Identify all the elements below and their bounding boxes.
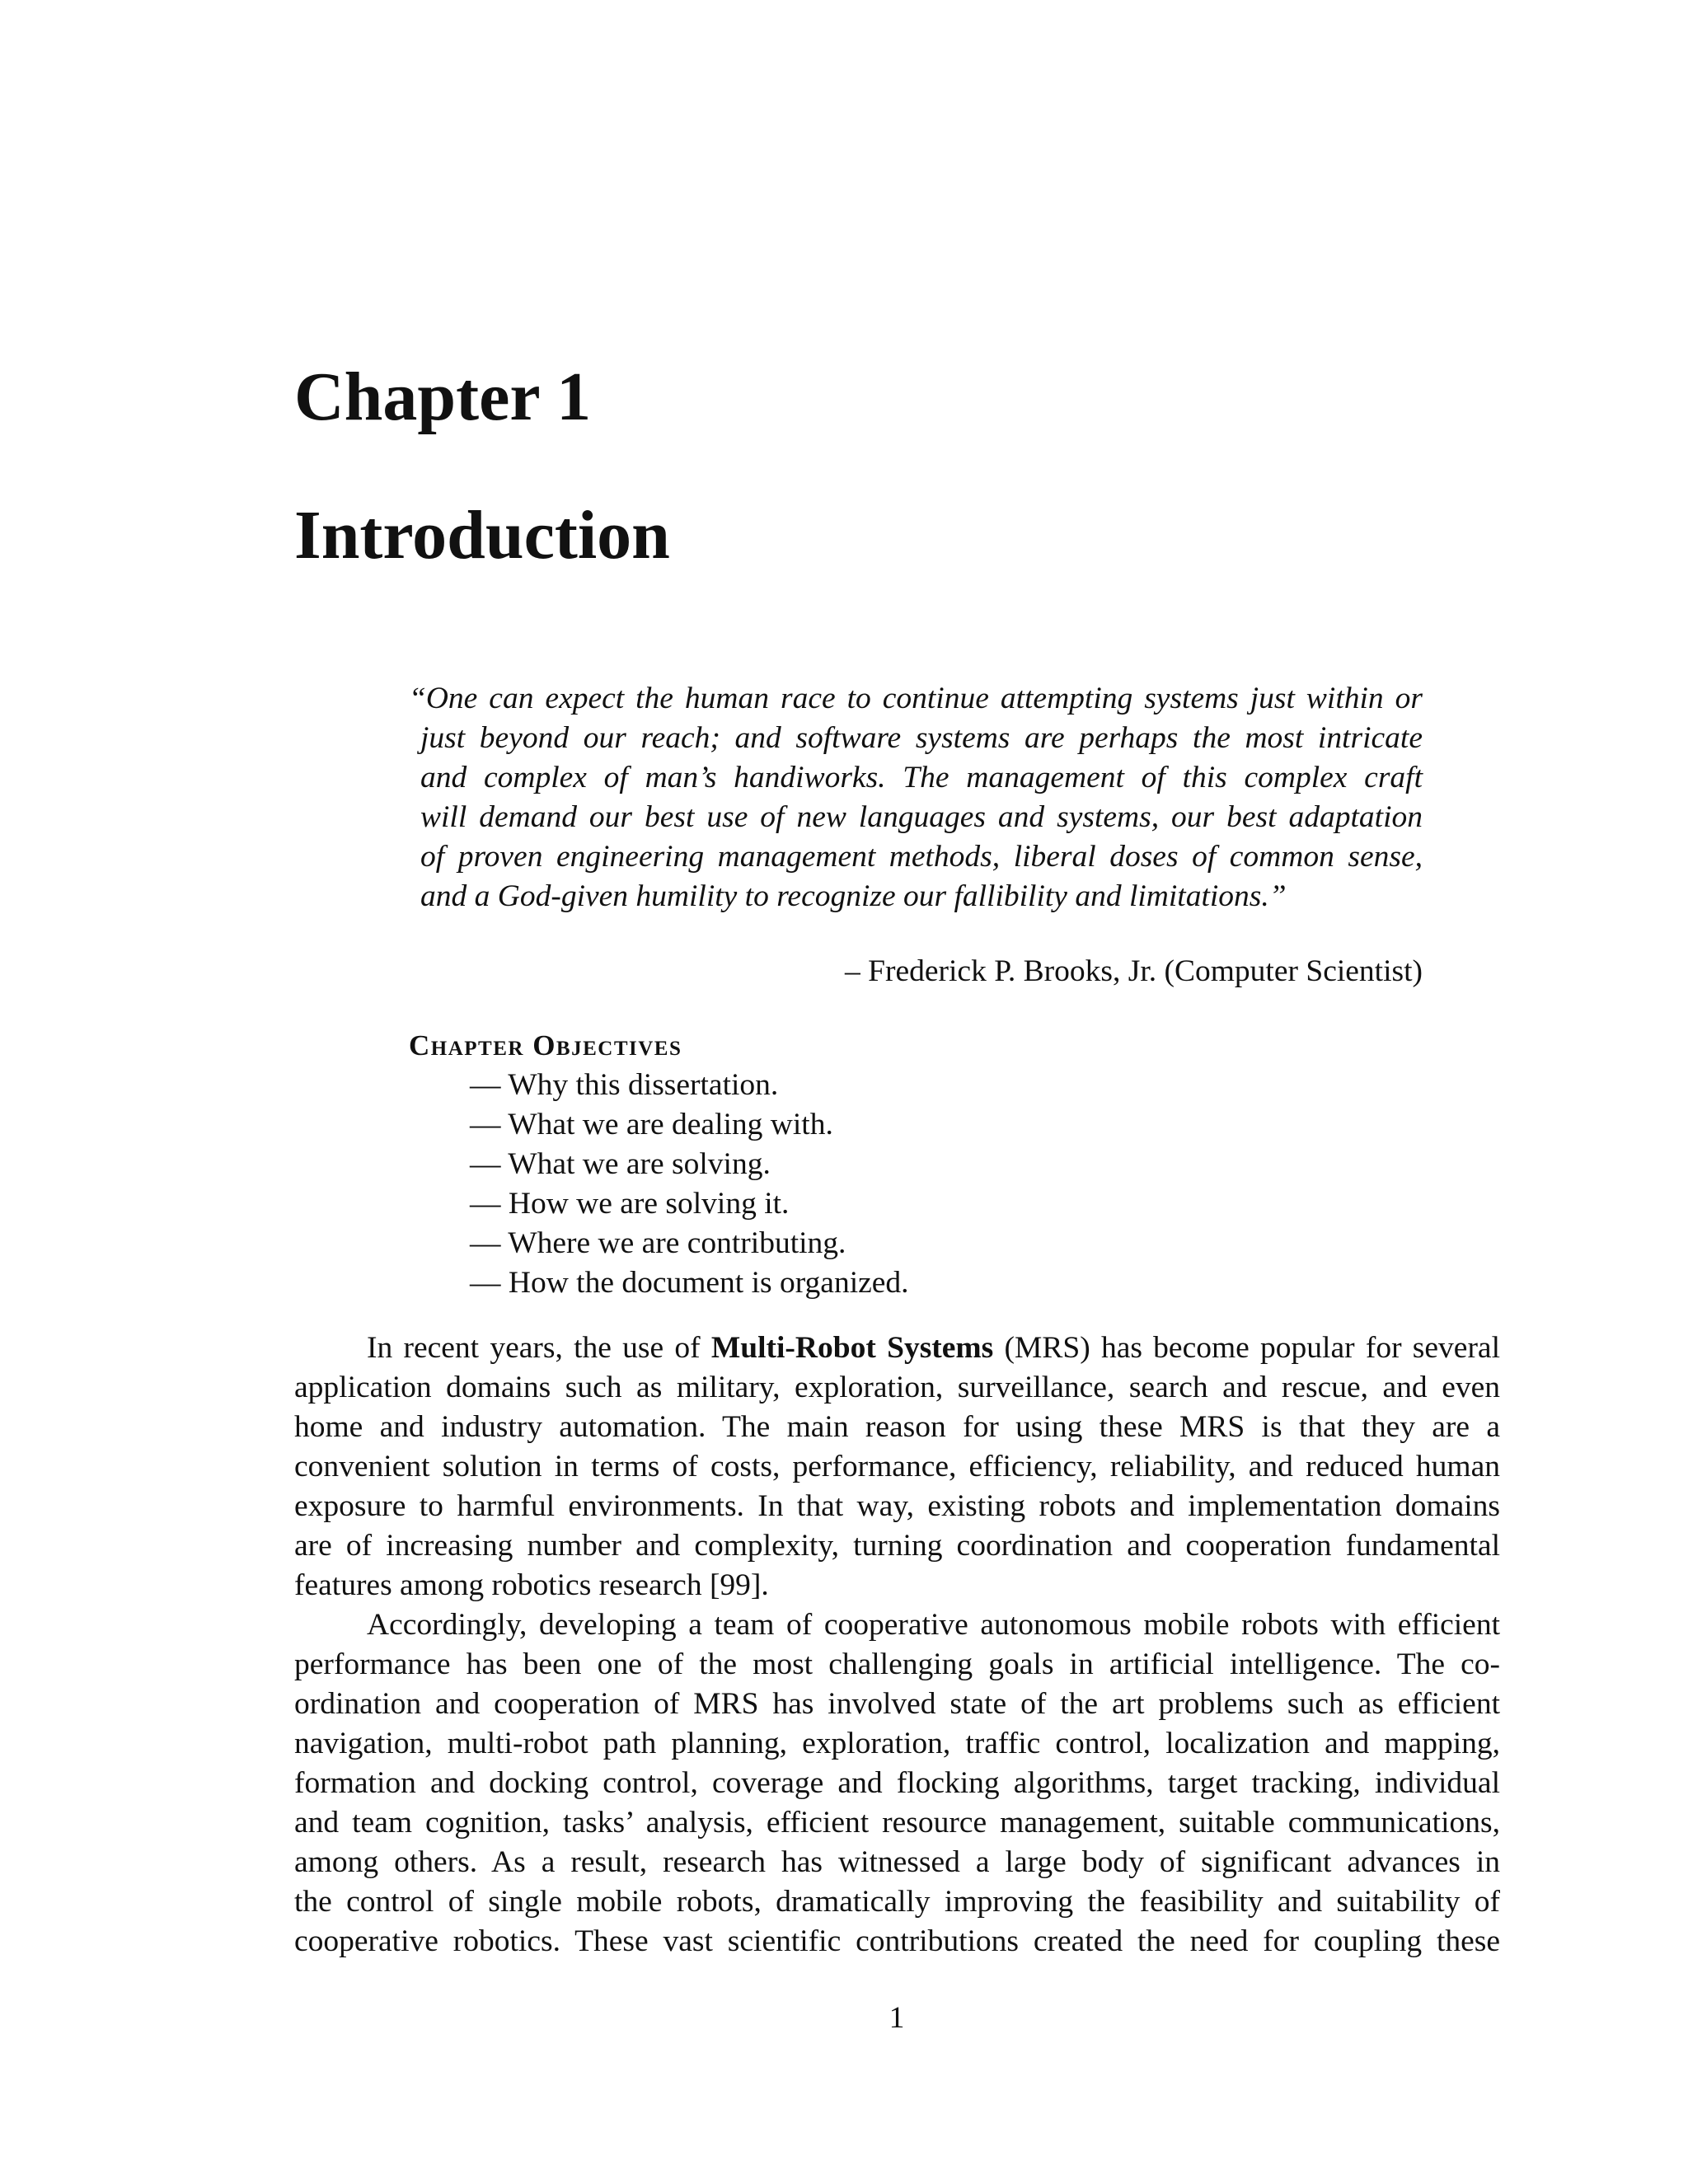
chapter-title: Introduction <box>294 497 670 574</box>
objectives-heading: Chapter Objectives <box>409 1029 682 1062</box>
epigraph-quote <box>409 679 1423 916</box>
page-number: 1 <box>889 2001 905 2035</box>
epigraph-line: just beyond our reach; and software systems are perhaps the most intricate <box>420 721 1423 755</box>
body-line: Accordingly, developing a team of cooperative autonomous mobile robots with efficient <box>367 1608 1500 1642</box>
body-line: application domains such as military, exploration, surveillance, search and rescue, and even <box>294 1371 1500 1404</box>
body-line-first <box>294 1329 1500 1368</box>
body-text-run: In recent years, the use of <box>367 1331 701 1365</box>
objective-item: — How the document is organized. <box>470 1266 909 1300</box>
objective-item: — What we are solving. <box>470 1147 771 1181</box>
objective-item: — Why this dissertation. <box>470 1068 779 1102</box>
objective-item: — Where we are contributing. <box>470 1226 846 1260</box>
chapter-objectives <box>409 1026 1233 1303</box>
body-text-run: (MRS) has become popular for several <box>1004 1331 1500 1365</box>
epigraph-line: and complex of man’s handiworks. The management of this complex craft <box>420 761 1423 794</box>
body-line: ordination and cooperation of MRS has involved state of the art problems such as efficient <box>294 1687 1500 1721</box>
body-line: among others. As a result, research has witnessed a large body of significant advances in <box>294 1845 1500 1879</box>
body-line: navigation, multi-robot path planning, exploration, traffic control, localization and mapping, <box>294 1727 1500 1760</box>
epigraph-line: of proven engineering management methods, liberal doses of common sense, <box>420 840 1423 874</box>
body-text <box>294 1329 1500 1961</box>
epigraph-line: “One can expect the human race to continue attempting systems just within or <box>409 682 1423 715</box>
objective-item: — How we are solving it. <box>470 1187 790 1221</box>
epigraph-attribution: – Frederick P. Brooks, Jr. (Computer Scientist) <box>845 954 1423 988</box>
body-line: home and industry automation. The main reason for using these MRS is that they are a <box>294 1410 1500 1444</box>
body-line: the control of single mobile robots, dramatically improving the feasibility and suitability of <box>294 1885 1500 1919</box>
body-line: and team cognition, tasks’ analysis, efficient resource management, suitable communications, <box>294 1806 1500 1840</box>
body-line: convenient solution in terms of costs, performance, efficiency, reliability, and reduced human <box>294 1450 1500 1483</box>
chapter-label: Chapter 1 <box>294 359 592 435</box>
objective-item: — What we are dealing with. <box>470 1108 833 1141</box>
body-line: performance has been one of the most challenging goals in artificial intelligence. The co- <box>294 1647 1500 1681</box>
body-line: exposure to harmful environments. In that way, existing robots and implementation domains <box>294 1489 1500 1523</box>
bold-term: Multi-Robot Systems <box>710 1331 994 1365</box>
body-line: are of increasing number and complexity, turning coordination and cooperation fundamental <box>294 1529 1500 1563</box>
epigraph-line: and a God-given humility to recognize our fallibility and limitations.” <box>420 879 1287 913</box>
body-line: cooperative robotics. These vast scientific contributions created the need for coupling these <box>294 1924 1500 1958</box>
body-line: features among robotics research [99]. <box>294 1568 769 1602</box>
body-line: formation and docking control, coverage and flocking algorithms, target tracking, individual <box>294 1766 1500 1800</box>
objectives-list <box>409 1066 1233 1303</box>
epigraph-line: will demand our best use of new languages and systems, our best adaptation <box>420 800 1423 834</box>
